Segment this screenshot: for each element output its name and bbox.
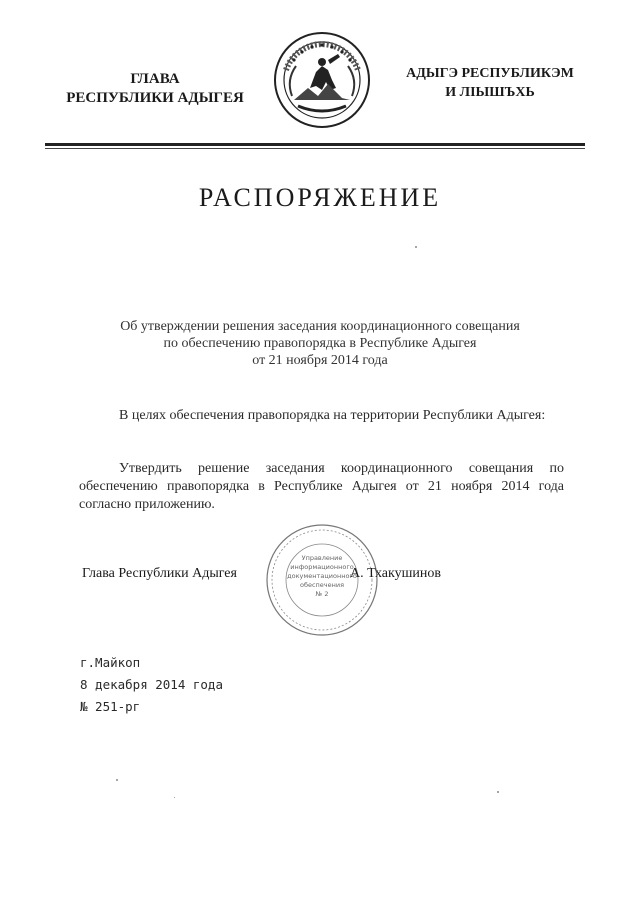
seal-line-4: обеспечения — [299, 581, 345, 589]
issuer-adyghe-line-2: И ЛІЫШЪХЬ — [445, 85, 535, 100]
issue-date: 8 декабря 2014 года — [80, 677, 223, 692]
scan-speck — [174, 797, 175, 798]
seal-line-3: документационного — [287, 572, 357, 580]
issue-city: г.Майкоп — [80, 655, 141, 670]
document-subject — [90, 318, 550, 369]
body-paragraph-order: Утвердить решение заседания координационного совещания по обеспечению правопорядка в Республике Адыгея от 21 ноября 2014 года согласно приложению. — [79, 461, 564, 512]
seal-line-1: Управление — [301, 554, 343, 562]
scan-speck — [497, 791, 499, 793]
issuer-adyghe-line-1: АДЫГЭ РЕСПУБЛИКЭМ — [406, 66, 574, 81]
issuer-line-1: ГЛАВА — [130, 71, 180, 87]
body-paragraph-preamble: В целях обеспечения правопорядка на территории Республики Адыгея: — [119, 408, 546, 423]
document-number: № 251-рг — [80, 699, 141, 714]
header-divider-thin — [45, 148, 585, 149]
subject-line-3: от 21 ноября 2014 года — [252, 353, 388, 368]
document-title: РАСПОРЯЖЕНИЕ — [198, 183, 442, 212]
scan-speck — [415, 246, 417, 248]
subject-line-2: по обеспечению правопорядка в Республике Адыгея — [163, 336, 477, 351]
issuer-title-adyghe — [390, 64, 590, 102]
subject-line-1: Об утверждении решения заседания координационного совещания — [120, 319, 520, 334]
seal-line-5: № 2 — [315, 590, 329, 598]
signatory-name: А. Тхакушинов — [350, 566, 441, 581]
coat-of-arms-icon — [272, 30, 372, 130]
header-divider-thick — [45, 143, 585, 146]
issuer-line-2: РЕСПУБЛИКИ АДЫГЕЯ — [66, 90, 244, 106]
seal-line-2: информационного — [290, 563, 354, 571]
signatory-role: Глава Республики Адыгея — [82, 566, 237, 581]
issuer-title-russian — [40, 70, 270, 108]
scan-speck — [116, 779, 118, 781]
